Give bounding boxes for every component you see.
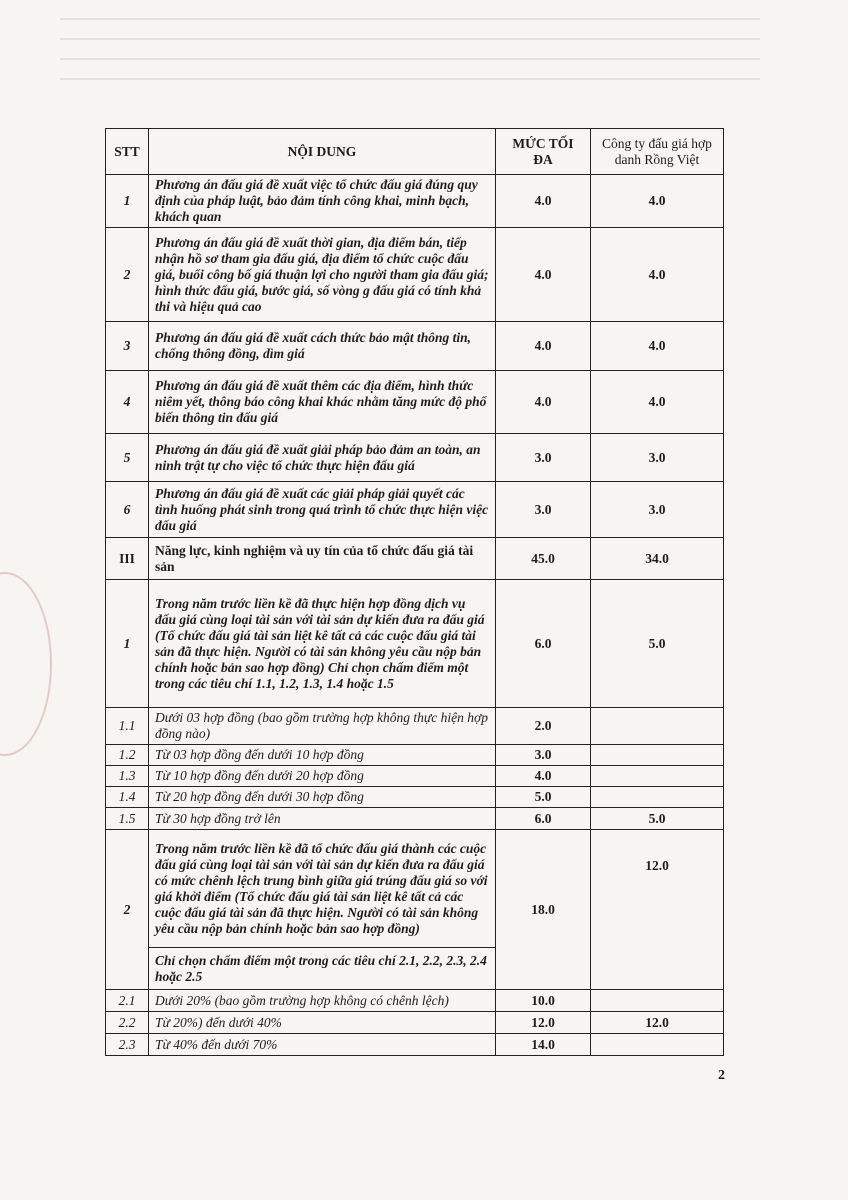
- row-stt: 2.1: [106, 990, 149, 1012]
- row-score: 4.0: [591, 322, 724, 371]
- row-max: 10.0: [496, 990, 591, 1012]
- row-score: [591, 990, 724, 1012]
- row-max: 4.0: [496, 175, 591, 228]
- row-score: 34.0: [591, 538, 724, 580]
- row-max: 14.0: [496, 1034, 591, 1056]
- page-number: 2: [718, 1068, 725, 1083]
- table-row: [106, 745, 724, 766]
- row-max: 2.0: [496, 708, 591, 745]
- row-content: Phương án đấu giá đề xuất thời gian, địa điểm bán, tiếp nhận hồ sơ tham gia đấu giá, địa điểm tổ chức cuộc đấu giá, buổi công bố giá thuận lợi cho người tham gia đấu giá; hình thức đấu giá, bước giá, số vòng g đấu giá có tính khả thi và hiệu quả cao: [149, 228, 496, 322]
- row-max: 18.0: [496, 830, 591, 990]
- row-content: Phương án đấu giá đề xuất cách thức bảo mật thông tin, chống thông đồng, dìm giá: [149, 322, 496, 371]
- row-score: 12.0: [591, 1012, 724, 1034]
- table-row: [106, 1012, 724, 1034]
- header-company: Công ty đấu giá hợp danh Rồng Việt: [591, 129, 724, 175]
- header-content: NỘI DUNG: [149, 129, 496, 175]
- table-row: [106, 322, 724, 371]
- row-max: 4.0: [496, 766, 591, 787]
- table-row: [106, 1034, 724, 1056]
- row-score: 4.0: [591, 228, 724, 322]
- row-score: 5.0: [591, 580, 724, 708]
- row-max: 3.0: [496, 434, 591, 482]
- row-content: Dưới 20% (bao gồm trường hợp không có chênh lệch): [149, 990, 496, 1012]
- row-stt: 1.4: [106, 787, 149, 808]
- row-score: 3.0: [591, 434, 724, 482]
- table-row: [106, 371, 724, 434]
- row-stt: 1: [106, 580, 149, 708]
- row-content: Trong năm trước liền kề đã thực hiện hợp đồng dịch vụ đấu giá cùng loại tài sản với tài sản dự kiến đưa ra đấu giá (Tổ chức đấu giá tài sản liệt kê tất cả các cuộc đấu giá tài sản đã thực hiện. Người có tài sản không yêu cầu nộp bản chính hoặc bản sao hợp đồng) Chỉ chọn chấm điểm một trong các tiêu chí 1.1, 1.2, 1.3, 1.4 hoặc 1.5: [149, 580, 496, 708]
- row-content: Năng lực, kinh nghiệm và uy tín của tổ chức đấu giá tài sản: [149, 538, 496, 580]
- row-stt: 6: [106, 482, 149, 538]
- row-content: Từ 10 hợp đồng đến dưới 20 hợp đồng: [149, 766, 496, 787]
- row-content: Trong năm trước liền kề đã tổ chức đấu giá thành các cuộc đấu giá cùng loại tài sản với tài sản dự kiến đưa ra đấu giá có mức chênh lệch trung bình giữa giá trúng đấu giá so với giá khởi điểm (Tổ chức đấu giá tài sản liệt kê tất cả các cuộc đấu giá tài sản đã thực hiện. Người có tài sản không yêu cầu nộp bản chính hoặc bản sao hợp đồng): [149, 830, 496, 948]
- row-content: Từ 20 hợp đồng đến dưới 30 hợp đồng: [149, 787, 496, 808]
- row-stt: 3: [106, 322, 149, 371]
- bleed-through-text: [60, 0, 760, 120]
- row-content-note: Chỉ chọn chấm điểm một trong các tiêu chí 2.1, 2.2, 2.3, 2.4 hoặc 2.5: [149, 948, 496, 990]
- row-content: Từ 20%) đến dưới 40%: [149, 1012, 496, 1034]
- row-score: 5.0: [591, 808, 724, 830]
- row-stt: 1.5: [106, 808, 149, 830]
- row-content: Dưới 03 hợp đồng (bao gồm trường hợp không thực hiện hợp đồng nào): [149, 708, 496, 745]
- row-stt: 2: [106, 830, 149, 990]
- row-score: [591, 745, 724, 766]
- row-stt: 2: [106, 228, 149, 322]
- row-content: Từ 30 hợp đồng trở lên: [149, 808, 496, 830]
- row-stt: 2.3: [106, 1034, 149, 1056]
- row-content: Phương án đấu giá đề xuất thêm các địa điểm, hình thức niêm yết, thông báo công khai khác nhằm tăng mức độ phổ biến thông tin đấu giá: [149, 371, 496, 434]
- row-content: Phương án đấu giá đề xuất giải pháp bảo đảm an toàn, an ninh trật tự cho việc tổ chức thực hiện đấu giá: [149, 434, 496, 482]
- table-row: [106, 482, 724, 538]
- table-row: [106, 990, 724, 1012]
- table-header-row: [106, 129, 724, 175]
- row-max: 6.0: [496, 580, 591, 708]
- table-row-section: [106, 538, 724, 580]
- row-max: 3.0: [496, 482, 591, 538]
- row-score: 4.0: [591, 175, 724, 228]
- row-score: [591, 787, 724, 808]
- row-score: [591, 766, 724, 787]
- row-max: 12.0: [496, 1012, 591, 1034]
- row-score: 12.0: [591, 830, 724, 990]
- row-max: 5.0: [496, 787, 591, 808]
- row-score: 3.0: [591, 482, 724, 538]
- table-row: [106, 787, 724, 808]
- row-stt: 5: [106, 434, 149, 482]
- row-max: 4.0: [496, 322, 591, 371]
- row-stt: 2.2: [106, 1012, 149, 1034]
- table-row: [106, 766, 724, 787]
- row-max: 6.0: [496, 808, 591, 830]
- row-max: 45.0: [496, 538, 591, 580]
- header-max-score: MỨC TỐI ĐA: [496, 129, 591, 175]
- table-row: [106, 830, 724, 948]
- table-row: [106, 228, 724, 322]
- table-row: [106, 708, 724, 745]
- row-max: 3.0: [496, 745, 591, 766]
- row-content: Từ 40% đến dưới 70%: [149, 1034, 496, 1056]
- row-stt: 1.3: [106, 766, 149, 787]
- row-content: Từ 03 hợp đồng đến dưới 10 hợp đồng: [149, 745, 496, 766]
- table-row: [106, 175, 724, 228]
- row-content: Phương án đấu giá đề xuất các giải pháp giải quyết các tình huống phát sinh trong quá trình tổ chức thực hiện việc đấu giá: [149, 482, 496, 538]
- table-row: [106, 808, 724, 830]
- row-stt: 1: [106, 175, 149, 228]
- row-stt: III: [106, 538, 149, 580]
- row-stt: 1.1: [106, 708, 149, 745]
- row-max: 4.0: [496, 371, 591, 434]
- header-stt: STT: [106, 129, 149, 175]
- scoring-table: [105, 128, 724, 1056]
- row-score: [591, 1034, 724, 1056]
- row-score: [591, 708, 724, 745]
- row-stt: 1.2: [106, 745, 149, 766]
- row-score: 4.0: [591, 371, 724, 434]
- row-content: Phương án đấu giá đề xuất việc tổ chức đấu giá đúng quy định của pháp luật, bảo đảm tính công khai, minh bạch, khách quan: [149, 175, 496, 228]
- table-row: [106, 434, 724, 482]
- table-row: [106, 580, 724, 708]
- row-stt: 4: [106, 371, 149, 434]
- row-max: 4.0: [496, 228, 591, 322]
